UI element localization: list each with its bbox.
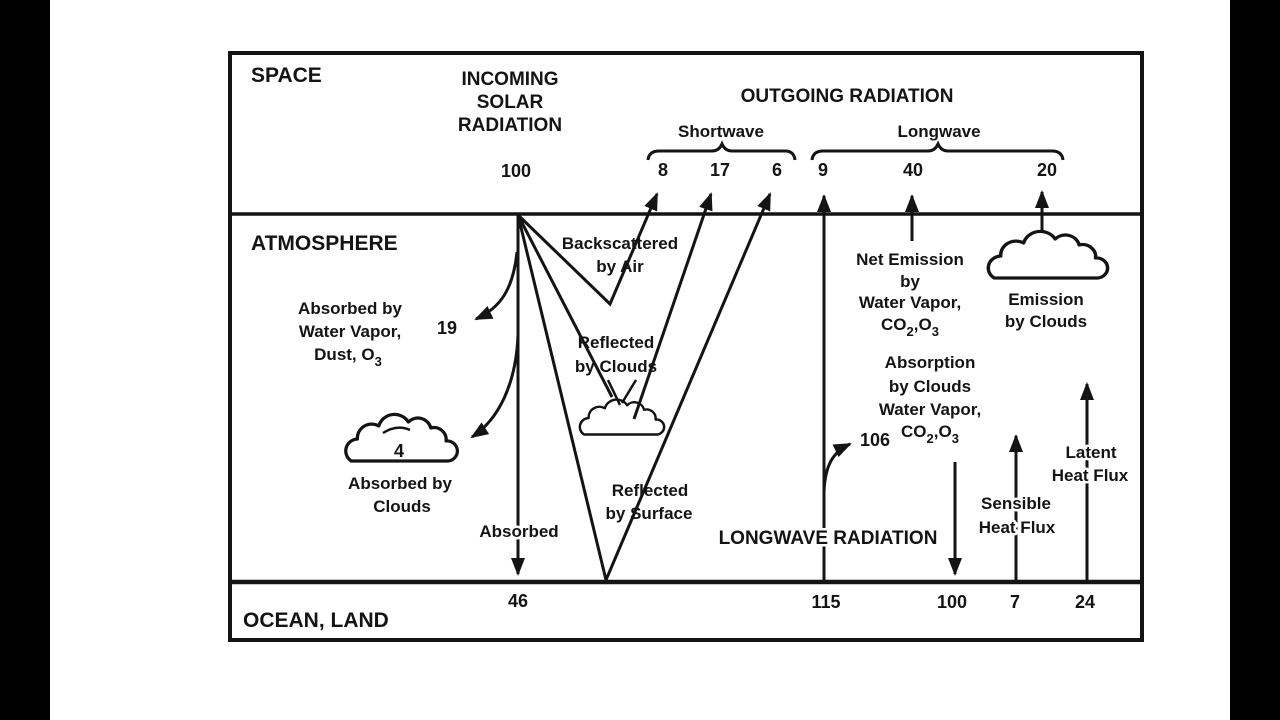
reflected-surface-label-line1: Reflected bbox=[611, 481, 689, 500]
label-space: SPACE bbox=[251, 64, 322, 87]
longwave-label: Longwave bbox=[897, 122, 981, 141]
reflected-clouds-label-line1: Reflected bbox=[577, 333, 655, 352]
reflected-clouds-label-line2: by Clouds bbox=[574, 357, 658, 376]
surface-value-longwave-down: 100 bbox=[936, 592, 968, 612]
absorbed-wv-label-line3: Dust, $O_3$ bbox=[314, 345, 382, 369]
surface-value-absorbed: 46 bbox=[507, 591, 529, 611]
absorption-label-line2: by Clouds bbox=[888, 377, 972, 396]
absorption-label-line4: $CO_2,O_3$ bbox=[901, 422, 959, 446]
label-ocean-land: OCEAN, LAND bbox=[243, 609, 389, 632]
longwave-radiation-label: LONGWAVE RADIATION bbox=[718, 528, 938, 549]
shortwave-label: Shortwave bbox=[678, 122, 764, 141]
absorbed-wv-value: 19 bbox=[436, 318, 458, 338]
absorption-value: 106 bbox=[859, 430, 891, 450]
surface-value-latent: 24 bbox=[1074, 592, 1096, 612]
sensible-heat-label-line1: Sensible bbox=[981, 494, 1051, 513]
arrow-absorbed-water-vapor bbox=[476, 252, 517, 319]
cloud-inner-arc bbox=[383, 428, 410, 433]
backscattered-label-line2: by Air bbox=[596, 257, 644, 276]
sensible-heat-label-line2: Heat Flux bbox=[978, 518, 1056, 537]
shortwave-brace bbox=[648, 144, 795, 160]
lw-value-window: 9 bbox=[817, 160, 829, 180]
latent-heat-label-line2: Heat Flux bbox=[1051, 466, 1129, 485]
cloud-icon-reflecting bbox=[580, 400, 664, 435]
outgoing-title: OUTGOING RADIATION bbox=[740, 86, 954, 107]
letterbox-right bbox=[1230, 0, 1280, 720]
letterbox-left bbox=[0, 0, 50, 720]
absorbed-wv-label-line2: Water Vapor, bbox=[298, 322, 402, 341]
pointer-to-cloud-right bbox=[622, 380, 636, 403]
incoming-value: 100 bbox=[500, 161, 532, 181]
latent-heat-label-line1: Latent bbox=[1065, 443, 1117, 462]
cloud-icon-emitting bbox=[988, 231, 1107, 278]
sw-value-backscatter: 8 bbox=[657, 160, 669, 180]
absorbed-label: Absorbed bbox=[479, 522, 559, 541]
absorbed-wv-label-line1: Absorbed by bbox=[298, 299, 402, 318]
arrow-reflected-clouds bbox=[634, 194, 711, 419]
arrow-absorbed-clouds bbox=[472, 335, 518, 437]
lw-value-net-emission: 40 bbox=[902, 160, 924, 180]
arrow-longwave-absorbed bbox=[824, 444, 850, 492]
longwave-brace bbox=[812, 144, 1063, 160]
absorbed-clouds-label-line1: Absorbed by bbox=[348, 474, 452, 493]
incoming-title-line2: SOLAR bbox=[476, 92, 544, 113]
reflected-surface-label-line2: by Surface bbox=[605, 504, 693, 523]
cloud-absorbed-value: 4 bbox=[393, 441, 405, 461]
surface-value-sensible: 7 bbox=[1009, 592, 1021, 612]
net-emission-label-line3: Water Vapor, bbox=[858, 293, 962, 312]
net-emission-label-line2: by bbox=[900, 272, 920, 291]
incoming-title-line1: INCOMING bbox=[461, 69, 559, 90]
net-emission-label-line4: $CO_2,O_3$ bbox=[881, 315, 939, 339]
surface-value-longwave-up: 115 bbox=[811, 592, 841, 612]
sw-value-clouds: 17 bbox=[709, 160, 731, 180]
absorption-label-line1: Absorption bbox=[884, 353, 976, 372]
net-emission-label-line1: Net Emission bbox=[856, 250, 964, 269]
backscattered-label-line1: Backscattered bbox=[561, 234, 679, 253]
lw-value-cloud-emission: 20 bbox=[1036, 160, 1058, 180]
absorbed-clouds-label-line2: Clouds bbox=[373, 497, 431, 516]
emission-clouds-label-line2: by Clouds bbox=[1004, 312, 1088, 331]
label-atmosphere: ATMOSPHERE bbox=[251, 232, 398, 255]
emission-clouds-label-line1: Emission bbox=[1008, 290, 1084, 309]
incoming-title-line3: RADIATION bbox=[457, 115, 563, 136]
absorption-label-line3: Water Vapor, bbox=[878, 400, 982, 419]
sw-value-surface: 6 bbox=[771, 160, 783, 180]
